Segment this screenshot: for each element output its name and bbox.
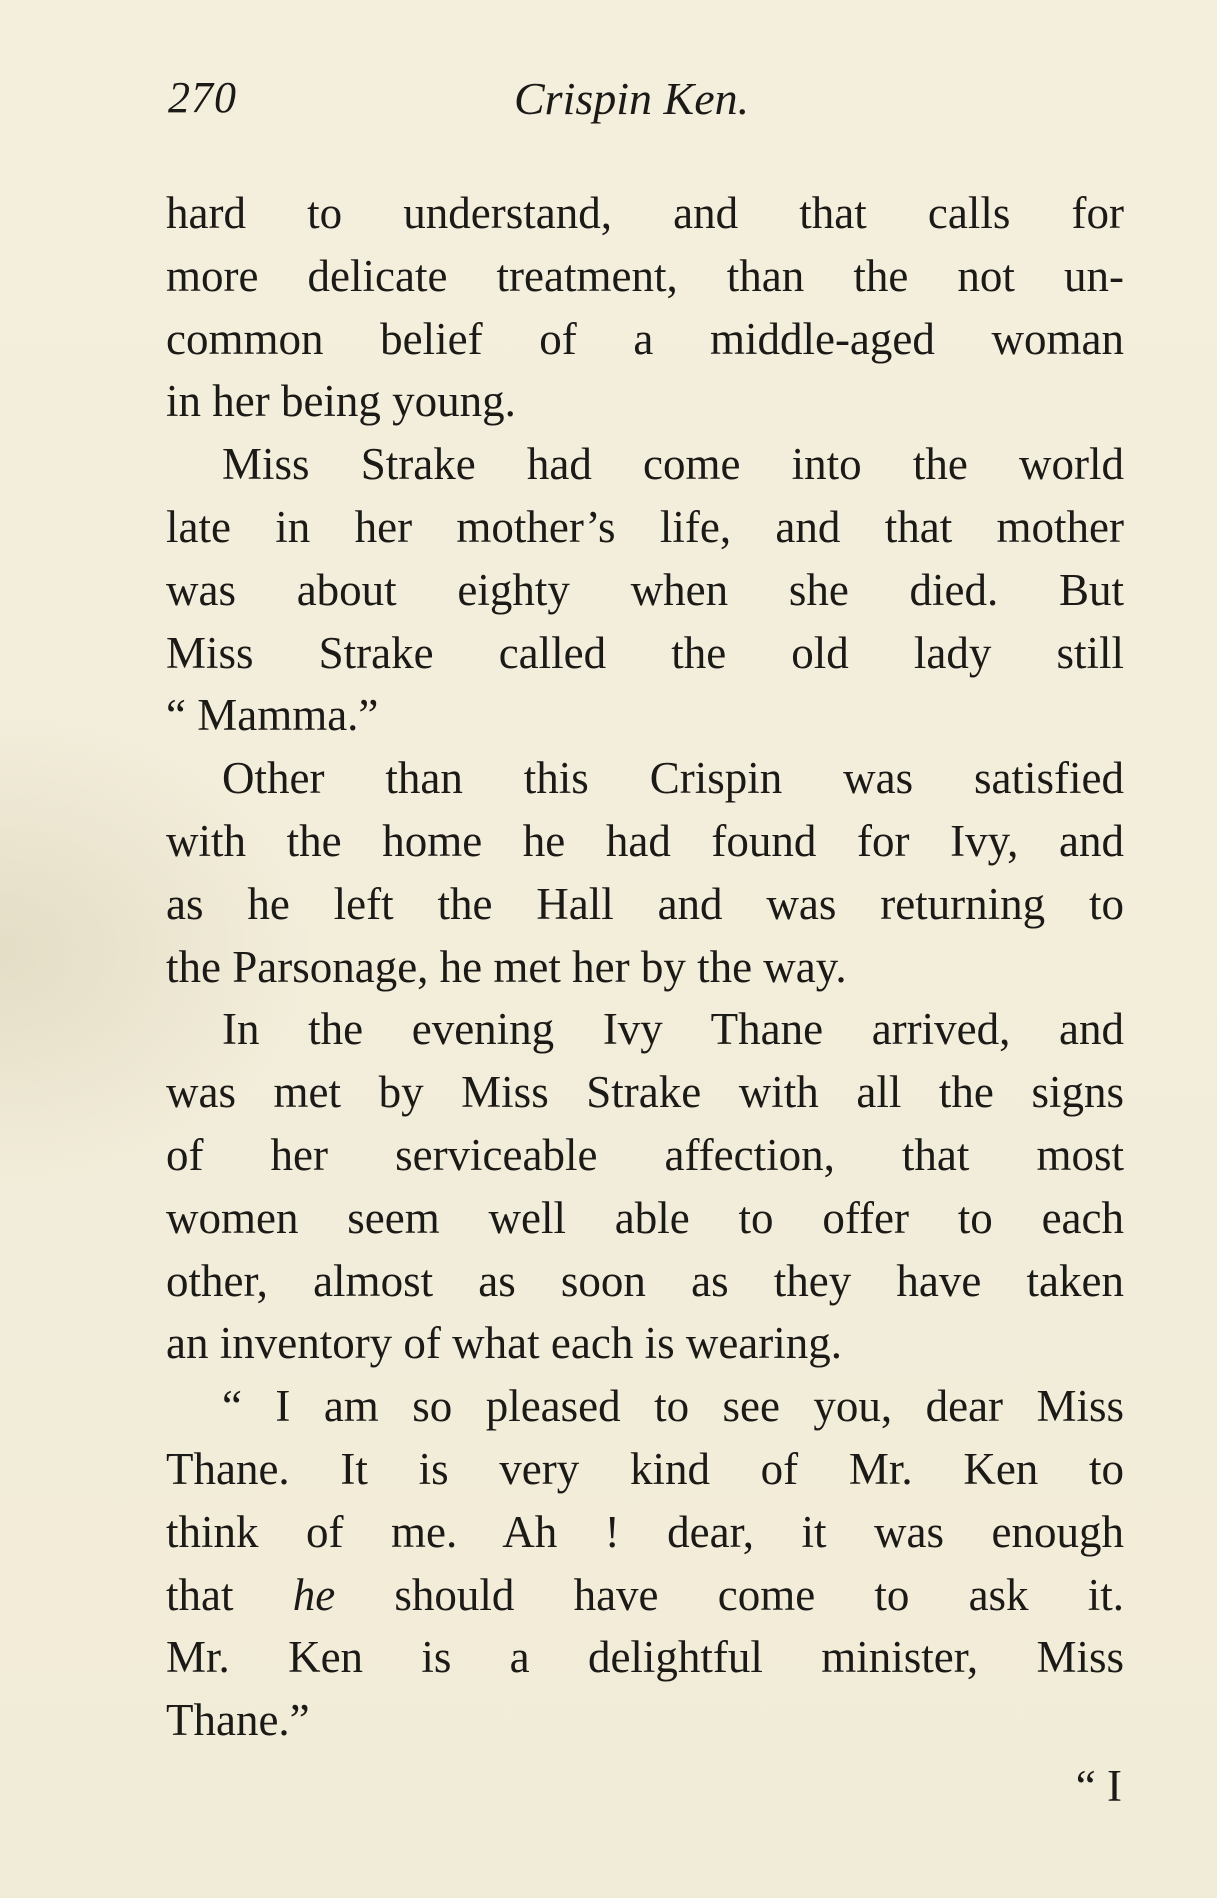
text-line: “ Mamma.” [166,690,379,741]
text-line: of her serviceable affection, that most [166,1129,1124,1180]
text-line: Thane. It is very kind of Mr. Ken to [166,1443,1124,1494]
text-line: more delicate treatment, than the not un- [166,250,1124,301]
paragraph-start-line: Other than this Crispin was satisfied [222,753,1124,804]
text-line: Thane.” [166,1695,310,1746]
page-number: 270 [168,73,237,122]
text-line: Miss Strake called the old lady still [166,627,1124,678]
text-line: hard to understand, and that calls for [166,188,1124,238]
text-line: was met by Miss Strake with all the signs [166,1067,1124,1118]
text-line-with-emphasis [166,1564,1124,1627]
page-header [166,72,1124,132]
paragraph-start-line: In the evening Ivy Thane arrived, and [222,1004,1124,1055]
line-prefix: that [166,1569,234,1620]
paragraph-start-line: Miss Strake had come into the world [222,439,1124,490]
catchword: “ I [1075,1761,1122,1811]
body-text [166,182,1124,1752]
text-line: Mr. Ken is a delightful minister, Miss [166,1632,1124,1683]
paragraph-start-line: “ I am so pleased to see you, dear Miss [222,1381,1124,1432]
text-line: in her being young. [166,376,516,427]
text-line: think of me. Ah ! dear, it was enough [166,1506,1124,1557]
text-line: with the home he had found for Ivy, and [166,815,1124,866]
text-line: common belief of a middle-aged woman [166,313,1124,364]
text-line: women seem well able to offer to each [166,1192,1124,1243]
line-rest: should have come to ask it. [394,1569,1125,1620]
text-line: the Parsonage, he met her by the way. [166,941,847,992]
text-line: other, almost as soon as they have taken [166,1255,1124,1306]
text-line: as he left the Hall and was returning to [166,878,1124,929]
italic-word: he [292,1569,336,1620]
running-title: Crispin Ken. [514,73,750,124]
text-line: was about eighty when she died. But [166,564,1124,615]
text-line: late in her mother’s life, and that mother [166,501,1124,552]
text-line: an inventory of what each is wearing. [166,1318,843,1369]
